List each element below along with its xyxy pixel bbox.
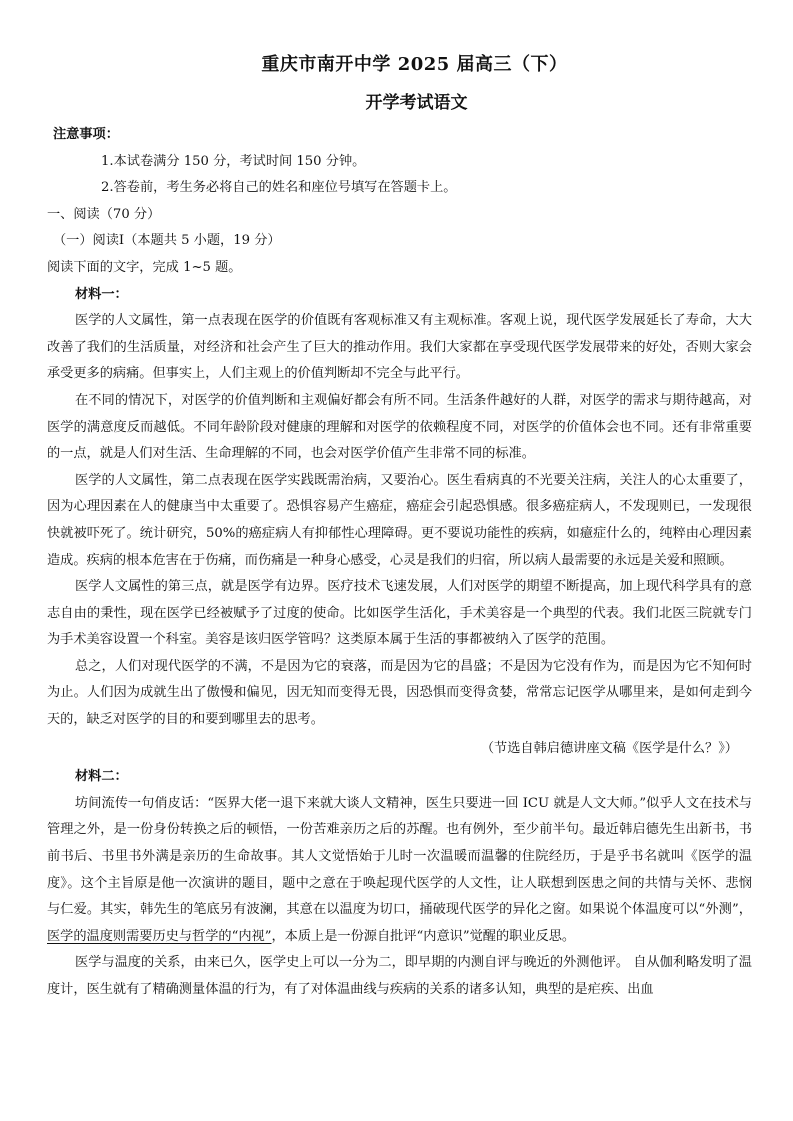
material2-paragraph — [47, 791, 752, 951]
material1-paragraph: 医学的人文属性，第一点表现在医学的价值既有客观标准又有主观标准。客观上说，现代医学发展延长了寿命，大大改善了我们的生活质量，对经济和社会产生了巨大的推动作用。我们大家都在享受现代医学发展带来的好处，否则大家会承受更多的病痛。但事实上，人们主观上的价值判断却不完全与此平行。 — [47, 313, 752, 382]
material2-text: 坊间流传一句俏皮话：“医界大佬一退下来就大谈人文精神，医生只要进一回 ICU 就是人文大师。”似乎人文在技术与管理之外，是一份身份转换之后的顿悟，一份苦难亲历之后的苏醒。也有例外，至少前半句。最近韩启德先生出新书，书前书后、书里书外满是亲历的生命故事。其人文觉悟始于儿时一次温暖而温馨的住院经历，于是乎书名就叫《医学的温度》。这个主旨原是他一次演讲的题目，题中之意在于唤起现代医学的人文性，让人联想到医患之间的共情与关怀、悲悯与仁爱。其实，韩先生的笔底另有波澜，其意在以温度为切口，捅破现代医学的异化之窗。如果说个体温度可以“外测”， — [47, 795, 752, 918]
document-body — [47, 122, 752, 1004]
material1-paragraph: 医学的人文属性，第二点表现在医学实践既需治病，又要治心。医生看病真的不光要关注病，关注人的心太重要了，因为心理因素在人的健康当中太重要了。恐惧容易产生癌症，癌症会引起恐惧感。很多癌症病人，不发现则已，一发现很快就被吓死了。统计研究，50%的癌症病人有抑郁性心理障碍。更不要说功能性的疾病，如癔症什么的，纯粹由心理因素造成。疾病的根本危害在于伤痛，而伤痛是一种身心感受，心灵是我们的归宿，所以病人最需要的永远是关爱和照顾。 — [47, 472, 752, 568]
exam-title: 重庆市南开中学 2025 届高三（下） — [261, 54, 568, 75]
material2-paragraph: 医学与温度的关系，由来已久，医学史上可以一分为二，即早期的内测自评与晚近的外测他评。 自从伽利略发明了温度计，医生就有了精确测量体温的行为，有了对体温曲线与疾病的关系的诸多认知，典型的是疟疾、出血 — [47, 955, 752, 997]
subsection-title: （一）阅读Ⅰ（本题共 5 小题，19 分） — [53, 233, 281, 249]
instruction-text: 阅读下面的文字，完成 1~5 题。 — [47, 259, 242, 275]
material1-paragraph: 医学人文属性的第三点，就是医学有边界。医疗技术飞速发展，人们对医学的期望不断提高，加上现代科学具有的意志自由的秉性，现在医学已经被赋予了过度的使命。比如医学生活化，手术美容是一个典型的代表。我们北医三院就专门为手术美容设置一个科室。美容是该归医学管吗？这类原本属于生活的事都被纳入了医学的范围。 — [47, 579, 752, 648]
material2-text: ，本质上是一份源自批评“内意识”觉醒的职业反思。 — [271, 928, 576, 944]
material1-source: （节选自韩启德讲座文稿《医学是什么？》） — [480, 740, 738, 756]
notice-item: 2.答卷前，考生务必将自己的姓名和座位号填写在答题卡上。 — [101, 180, 457, 196]
notice-heading: 注意事项： — [53, 127, 119, 142]
material1-paragraph: 总之，人们对现代医学的不满，不是因为它的衰落，而是因为它的昌盛；不是因为它没有作为，而是因为它不知何时为止。人们因为成就生出了傲慢和偏见，因无知而变得无畏，因恐惧而变得贪婪，常常忘记医学从哪里来，是如何走到今天的，缺乏对医学的目的和要到哪里去的思考。 — [47, 658, 752, 728]
material1-paragraph: 在不同的情况下，对医学的价值判断和主观偏好都会有所不同。生活条件越好的人群，对医学的需求与期待越高，对医学的满意度反而越低。不同年龄阶段对健康的理解和对医学的依赖程度不同，对医学的价值体会也不同。还有非常重要的一点，就是人们对生活、生命理解的不同，也会对医学价值产生非常不同的标准。 — [47, 392, 752, 462]
material1-label: 材料一： — [75, 286, 128, 302]
material2-label: 材料二： — [75, 769, 128, 785]
notice-item: 1.本试卷满分 150 分，考试时间 150 分钟。 — [101, 153, 366, 169]
exam-subtitle: 开学考试语文 — [365, 93, 468, 113]
underlined-phrase: 医学的温度则需要历史与哲学的“内视” — [47, 928, 272, 944]
section-title: 一、阅读（70 分） — [47, 206, 161, 222]
